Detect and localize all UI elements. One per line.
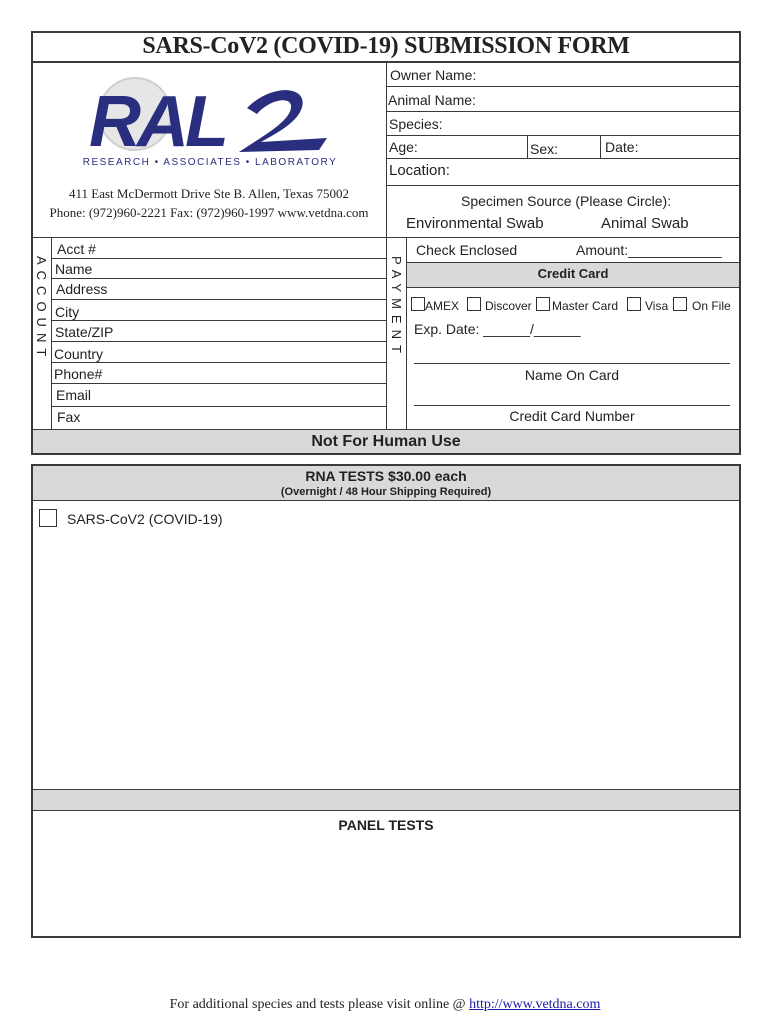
footer <box>0 997 770 1013</box>
date-field[interactable]: Date: <box>605 139 639 155</box>
sex-field[interactable]: Sex: <box>530 141 559 157</box>
address-line-1: 411 East McDermott Drive Ste B. Allen, Texas 75002 <box>69 186 349 201</box>
not-for-human-use-label: Not For Human Use <box>311 433 461 450</box>
location-field[interactable]: Location: <box>389 162 450 179</box>
account-name-field[interactable]: Name <box>55 261 93 277</box>
state-zip-field[interactable]: State/ZIP <box>55 324 114 340</box>
amex-label: AMEX <box>425 299 460 313</box>
email-field[interactable]: Email <box>56 387 92 403</box>
age-field[interactable]: Age: <box>389 139 418 155</box>
panel-tests-heading: PANEL TESTS <box>338 817 434 833</box>
sars-cov2-checkbox[interactable] <box>39 509 57 527</box>
rna-tests-subheading: (Overnight / 48 Hour Shipping Required) <box>280 486 492 498</box>
exp-date-field[interactable]: Exp. Date: ______/______ <box>414 321 581 337</box>
discover-label: Discover <box>485 299 532 313</box>
visa-checkbox[interactable] <box>627 297 641 311</box>
animal-name-field[interactable]: Animal Name: <box>388 92 476 108</box>
website-link[interactable]: http://www.vetdna.com <box>469 997 601 1012</box>
payment-vertical-label: PAYMENT <box>389 256 404 359</box>
amount-field[interactable]: Amount:____________ <box>576 242 722 258</box>
visa-label: Visa <box>645 299 669 313</box>
svg-text:RAL: RAL <box>89 82 225 162</box>
owner-name-field[interactable]: Owner Name: <box>390 67 477 83</box>
specimen-environmental-swab[interactable]: Environmental Swab <box>406 215 544 232</box>
on-file-label: On File <box>692 299 731 313</box>
check-enclosed-option[interactable]: Check Enclosed <box>416 242 518 258</box>
panel-separator-bar <box>33 790 739 810</box>
amex-checkbox[interactable] <box>411 297 425 311</box>
acct-number-field[interactable]: Acct # <box>57 241 96 257</box>
footer-text: For additional species and tests please visit online @ <box>169 997 470 1012</box>
specimen-heading: Specimen Source (Please Circle): <box>461 193 672 209</box>
address-field[interactable]: Address <box>56 281 108 297</box>
tests-frame <box>31 464 741 938</box>
country-field[interactable]: Country <box>54 346 104 362</box>
master-card-checkbox[interactable] <box>536 297 550 311</box>
on-file-checkbox[interactable] <box>673 297 687 311</box>
credit-card-header: Credit Card <box>537 266 609 281</box>
logo-tagline: RESEARCH • ASSOCIATES • LABORATORY <box>82 157 338 168</box>
fax-field[interactable]: Fax <box>57 409 81 425</box>
master-card-label: Master Card <box>552 299 619 313</box>
specimen-animal-swab[interactable]: Animal Swab <box>601 215 689 232</box>
discover-checkbox[interactable] <box>467 297 481 311</box>
credit-card-number-field[interactable]: Credit Card Number <box>509 408 635 424</box>
species-field[interactable]: Species: <box>389 116 443 132</box>
sars-cov2-test-label: SARS-CoV2 (COVID-19) <box>67 511 223 527</box>
address-line-2: Phone: (972)960-2221 Fax: (972)960-1997 www.vetdna.com <box>49 205 369 220</box>
phone-field[interactable]: Phone# <box>54 366 103 382</box>
name-on-card-field[interactable]: Name On Card <box>524 367 620 383</box>
rna-tests-heading: RNA TESTS $30.00 each <box>305 468 467 484</box>
account-vertical-label: ACCOUNT <box>34 256 49 363</box>
form-title: SARS-CoV2 (COVID-19) SUBMISSION FORM <box>142 33 630 59</box>
city-field[interactable]: City <box>55 304 80 320</box>
